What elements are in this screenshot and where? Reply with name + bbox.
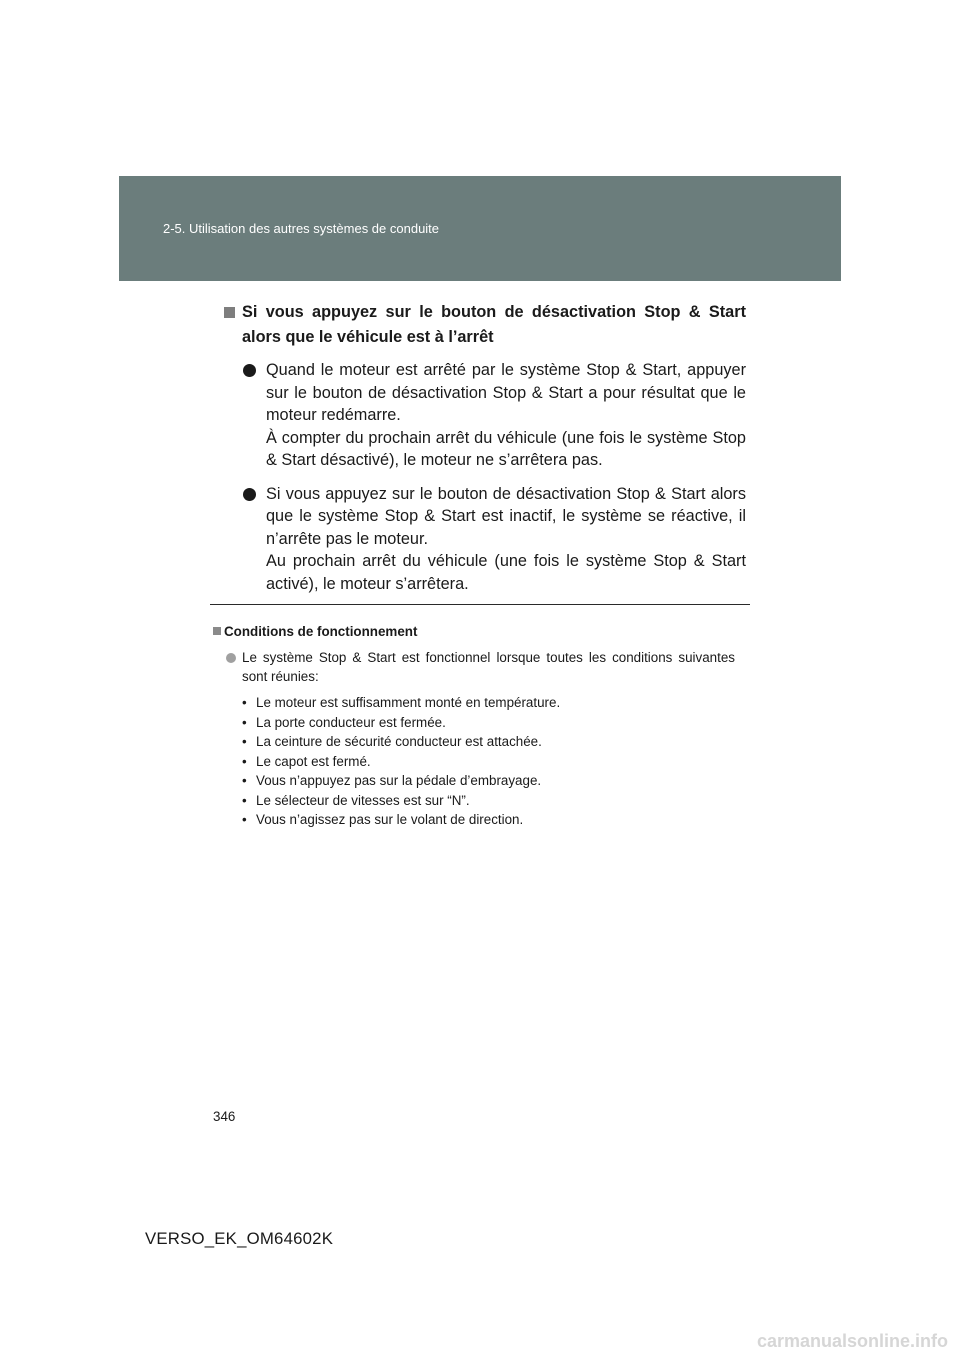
notes-intro xyxy=(213,649,735,686)
notes-intro-text: Le système Stop & Start est fonctionnel lorsque toutes les conditions suivantes sont réunies: xyxy=(242,650,735,684)
notes-heading-text: Conditions de fonctionnement xyxy=(224,624,418,639)
header-band xyxy=(119,176,841,281)
circle-bullet-icon xyxy=(226,653,236,663)
list-item: • Vous n’appuyez pas sur la pédale d’embrayage. xyxy=(242,771,735,791)
circle-bullet-icon xyxy=(243,488,256,501)
watermark: carmanualsonline.info xyxy=(756,1331,948,1351)
bullet-text: Quand le moteur est arrêté par le système Stop & Start, appuyer sur le bouton de désactivation Stop & Start a pour résultat que le moteur redémarre. xyxy=(266,361,746,424)
list-item: • Le moteur est suffisamment monté en température. xyxy=(242,693,735,713)
main-content xyxy=(224,300,746,595)
bullet-text: Si vous appuyez sur le bouton de désactivation Stop & Start alors que le système Stop & Start est inactif, le système se réactive, il n’arrête pas le moteur. xyxy=(266,484,746,548)
list-item: • Le sélecteur de vitesses est sur “N”. xyxy=(242,791,735,811)
bullet-item xyxy=(224,483,746,596)
bullet-item xyxy=(224,359,746,472)
circle-bullet-icon xyxy=(243,364,256,377)
list-item: • La porte conducteur est fermée. xyxy=(242,713,735,733)
document-code: VERSO_EK_OM64602K xyxy=(145,1229,334,1248)
bullet-text: À compter du prochain arrêt du véhicule (une fois le système Stop & Start désactivé), le moteur ne s’arrêtera pas. xyxy=(266,428,746,469)
square-bullet-icon xyxy=(224,307,235,318)
section-heading xyxy=(224,300,746,350)
divider xyxy=(210,604,750,605)
section-heading-text: Si vous appuyez sur le bouton de désactivation Stop & Start alors que le véhicule est à l’arrêt xyxy=(242,303,746,346)
notes-heading xyxy=(213,623,735,641)
page-number: 346 xyxy=(213,1109,236,1124)
conditions-list xyxy=(213,693,735,830)
notes-section xyxy=(213,623,735,830)
section-title: 2-5. Utilisation des autres systèmes de conduite xyxy=(163,221,440,236)
square-bullet-icon xyxy=(213,627,221,635)
list-item: • Vous n’agissez pas sur le volant de direction. xyxy=(242,810,735,830)
list-item: • La ceinture de sécurité conducteur est attachée. xyxy=(242,732,735,752)
list-item: • Le capot est fermé. xyxy=(242,752,735,772)
bullet-text: Au prochain arrêt du véhicule (une fois le système Stop & Start activé), le moteur s’arrêtera. xyxy=(266,552,746,593)
